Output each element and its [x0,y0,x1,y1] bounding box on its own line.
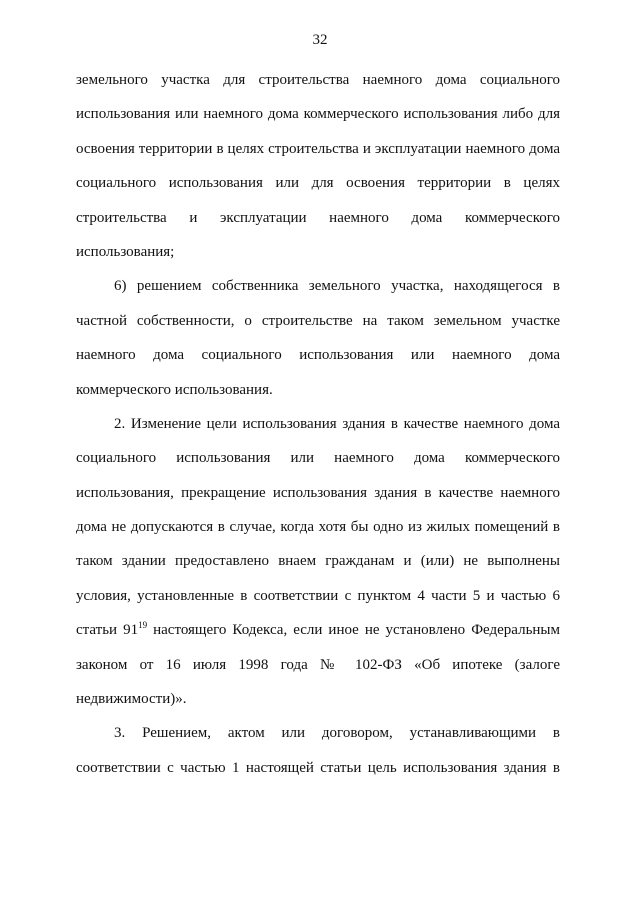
superscript: 19 [138,620,148,631]
text-line: социального использования или наемного дома коммерческого [76,450,560,467]
text-line: освоения территории в целях строительства и эксплуатации наемного дома [76,140,560,157]
text-line: земельного участка для строительства наемного дома социального [76,72,560,88]
text-line: использования; [76,243,175,260]
text-line: законом от 16 июля 1998 года № 102-ФЗ «Об ипотеке (залоге [76,656,560,673]
text-line: условия, установленные в соответствии с пунктом 4 части 5 и частью 6 [76,587,560,604]
text-segment: статьи 91 [76,622,139,639]
text-line: таком здании предоставлено внаем гражданам и (или) не выполнены [76,553,560,570]
page-number: 32 [312,32,328,48]
text-segment: настоящего Кодекса, если иное не установлено Федеральным [147,622,561,639]
text-line: частной собственности, о строительстве на таком земельном участке [76,312,560,329]
text-line: 6) решением собственника земельного участка, находящегося в [114,278,560,295]
text-line: использования, прекращение использования здания в качестве наемного [76,484,560,501]
text-line: 2. Изменение цели использования здания в качестве наемного дома [114,415,560,432]
text-line: использования или наемного дома коммерческого использования либо для [76,106,560,123]
text-line: соответствии с частью 1 настоящей статьи цель использования здания в [76,759,560,776]
document-body [76,68,560,790]
text-line: дома не допускаются в случае, когда хотя бы одно из жилых помещений в [76,519,560,536]
text-line: строительства и эксплуатации наемного дома коммерческого [76,209,560,226]
text-line: наемного дома социального использования или наемного дома [76,347,560,364]
text-line: 3. Решением, актом или договором, устанавливающими в [114,725,560,742]
text-line: недвижимости)». [76,691,187,708]
text-line: социального использования или для освоения территории в целях [76,175,560,192]
text-line: коммерческого использования. [76,381,273,398]
text-line-with-superscript [76,618,560,652]
